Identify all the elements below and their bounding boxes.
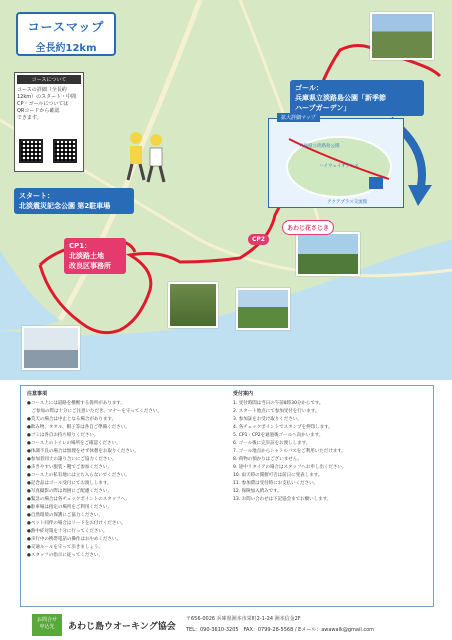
course-distance: 全長約12km	[35, 43, 97, 54]
note-line: ●駐車場は指定の場所をご利用ください。	[27, 505, 112, 510]
photo-forest-path	[168, 282, 218, 328]
note-line: 11. 参加費は受付時にお支払いください。	[233, 481, 319, 486]
notes-right	[233, 390, 429, 504]
inset-item: アクアプラス交流館	[327, 200, 368, 205]
cp1-label-line: 北淡路土地	[69, 252, 104, 260]
note-line: 4. 各チェックポイントでスタンプを押印します。	[233, 425, 333, 430]
note-line: ●写真撮影の際は周囲にご配慮ください。	[27, 489, 112, 494]
note-line: ●ペット同伴の場合はリードをお付けください。	[27, 521, 126, 526]
awaji-hanasajiki-label: あわじ花さじき	[282, 220, 334, 235]
photo-awaji-hanasajiki	[296, 232, 360, 276]
goal-label	[290, 80, 424, 116]
course-note-line: できます。	[17, 115, 42, 121]
note-line: 6. ゴール後に完歩証をお渡しします。	[233, 441, 311, 446]
cp2-label: CP2	[248, 234, 269, 245]
note-line: ●歩行中の携帯電話の操作はおやめください。	[27, 537, 121, 542]
note-line: ●荒天の場合は中止となる場合があります。	[27, 417, 117, 422]
inset-item: 兵庫県立淡路島公園	[299, 144, 340, 149]
cp1-label	[64, 238, 126, 274]
note-line: ●スタッフの指示に従ってください。	[27, 553, 103, 558]
note-line: ●熱中症対策を十分に行ってください。	[27, 529, 108, 534]
photo-goal-garden	[370, 12, 434, 60]
note-line: ●自然環境の保護にご協力ください。	[27, 513, 103, 518]
organization-address: 〒656-0026 兵庫県洲本市栄町2-1-24 洲本信金2F	[186, 616, 301, 622]
start-label	[14, 188, 134, 214]
start-label-line: 北淡震災記念公園 第2駐車場	[19, 202, 111, 210]
note-line: ●交通ルールを守って歩きましょう。	[27, 545, 103, 550]
note-line: ●コース上の私有地には立ち入らないでください。	[27, 473, 130, 478]
note-line: ●歩きやすい服装・靴でご参加ください。	[27, 465, 112, 470]
organization-contact[interactable]: TEL：090-3610-3205 FAX：0799-28-5568 / Eメール：awawalk@gmail.com	[186, 627, 375, 633]
note-line: ●飲み物、タオル、帽子等は各自ご準備ください。	[27, 425, 130, 430]
note-line: 5. CP1・CP2を通過後ゴールへ向かいます。	[233, 433, 324, 438]
note-line: 1. 受付時間は当日の午前8時30分からです。	[233, 401, 324, 406]
course-note-line: コースの詳細（全長約	[17, 87, 67, 93]
note-line: 2. スタート地点にて参加受付を行います。	[233, 409, 320, 414]
goal-label-line: ハーブガーデン」	[295, 104, 351, 112]
note-line: 10. 雨天時の開催可否は前日に発表します。	[233, 473, 323, 478]
cp1-label-line: CP1：	[69, 242, 92, 250]
map-title-box	[16, 12, 116, 56]
notes-right-heading: 受付案内	[233, 391, 254, 397]
photo-hills	[236, 288, 290, 330]
note-line: ●記念品はゴール受付にてお渡しします。	[27, 481, 112, 486]
note-line: ●コース上には道路を横断する箇所があります。	[27, 401, 125, 406]
course-note-line: CP・ゴールについては	[17, 101, 69, 107]
badge-line: お問合せ	[36, 617, 57, 623]
walkers-illustration	[122, 128, 170, 184]
note-line: ●ゴミは各自お持ち帰りください。	[27, 433, 99, 438]
course-note-heading: コースについて	[17, 75, 81, 84]
notes-left-heading: 注意事項	[27, 391, 48, 397]
note-line: ●緊急の場合は各チェックポイントのスタッフへ。	[27, 497, 130, 502]
note-line: 3. 参加証をお受け取りください。	[233, 417, 302, 422]
start-label-line: スタート：	[19, 192, 54, 200]
organization-name: あわじ島ウオーキング協会	[68, 622, 176, 632]
note-line: ●コース上のトイレの場所をご確認ください。	[27, 441, 121, 446]
course-note-body	[17, 87, 81, 122]
note-line: 9. 途中リタイアの場合はスタッフへお申し出ください。	[233, 465, 347, 470]
inset-title: 拡大詳細マップ	[277, 113, 320, 122]
note-line: 8. 荷物の預かりはございません。	[233, 457, 302, 462]
footer	[0, 612, 452, 640]
map-title: コースマップ	[27, 20, 105, 34]
note-line: ●参加者同士の譲り合いにご協力ください。	[27, 457, 117, 462]
inset-item: ハイウェイオアシス	[319, 164, 359, 169]
badge-line: 申込先	[39, 624, 55, 630]
note-line: 12. 保険加入済みです。	[233, 489, 282, 494]
note-line: ●体調不良の場合は無理をせず休憩をお取りください。	[27, 449, 139, 454]
course-note-line: QRコードから確認	[17, 108, 60, 114]
photo-start-building	[22, 326, 80, 370]
contact-badge	[32, 614, 62, 636]
notes-panel	[20, 385, 434, 607]
note-line: ご参加の際は十分にご注意いただき、マナーを守ってください。	[27, 409, 162, 414]
note-line: 7. ゴール地点からシャトルバスをご利用いただけます。	[233, 449, 346, 454]
course-note-line: 12km）のスタート・中間	[17, 94, 77, 100]
course-note	[14, 72, 84, 172]
inset-detail-map	[268, 115, 404, 208]
notes-left	[27, 390, 223, 560]
note-line: 13. お問い合わせは下記協会までお願いします。	[233, 497, 332, 502]
qr-code-right[interactable]	[53, 139, 77, 163]
goal-label-line: 兵庫県立淡路島公園「新季節	[295, 94, 386, 102]
qr-code-left[interactable]	[19, 139, 43, 163]
cp1-label-line: 改良区事務所	[69, 262, 111, 270]
goal-arrowhead	[408, 185, 432, 206]
goal-label-line: ゴール：	[295, 84, 323, 92]
